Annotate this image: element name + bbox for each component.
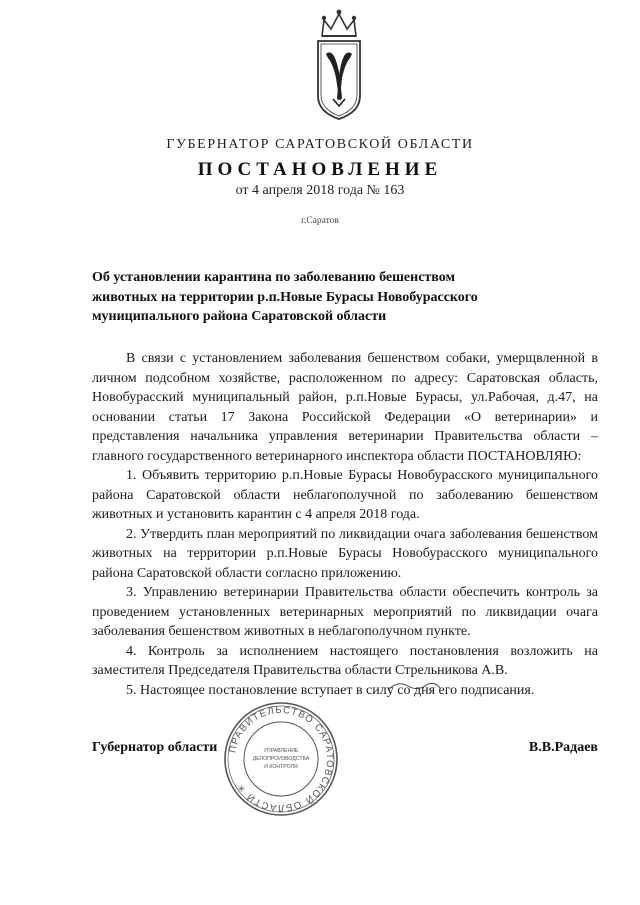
document-body: [92, 349, 598, 700]
resolution-item-3: 3. Управлению ветеринарии Правительства области обеспечить контроль за проведением установленных ветеринарных мероприятий по ликвидации очага заболевания бешенством животных в неблагополучном пункте.: [92, 585, 598, 639]
resolution-item-1: 1. Объявить территорию р.п.Новые Бурасы Новобурасского муниципального района Саратовской области неблагополучной по заболеванию бешенством животных и установить карантин с 4 апреля 2018 года.: [92, 468, 598, 522]
official-seal: [222, 700, 340, 818]
authority-title: ГУБЕРНАТОР САРАТОВСКОЙ ОБЛАСТИ: [166, 137, 474, 152]
signatory-name: В.В.Радаев: [528, 740, 598, 755]
document-subject-title: Об установлении карантина по заболеванию бешенством животных на территории р.п.Новые Бурасы Новобурасского муниципального района Саратовской области: [92, 270, 478, 324]
svg-text:ПРАВИТЕЛЬСТВО САРАТОВСКОЙ ОБЛА: ПРАВИТЕЛЬСТВО САРАТОВСКОЙ ОБЛАСТИ ✳: [227, 704, 336, 814]
resolution-item-2: 2. Утвердить план мероприятий по ликвидации очага заболевания бешенством животных на территории р.п.Новые Бурасы Новобурасского муниципального района Саратовской области согласно приложению.: [92, 526, 598, 581]
document-date-number: от 4 апреля 2018 года № 163: [235, 183, 405, 198]
document-city: г.Саратов: [301, 216, 339, 226]
intro-paragraph: В связи с установлением заболевания бешенством собаки, умерщвленной в личном подсобном хозяйстве, расположенном по адресу: Саратовская область, Новобурасский муниципальный район, р.п.Новые Бурасы, ул.Рабочая, д.47, на основании статьи 17 Закона Российской Федерации «О ветеринарии» и представления начальника управления ветеринарии Правительства области – главного государственного ветеринарного инспектора области ПОСТАНОВЛЯЮ:: [92, 351, 598, 464]
resolution-item-5: 5. Настоящее постановление вступает в силу со дня его подписания.: [126, 682, 535, 698]
svg-text:ДЕЛОПРОИЗВОДСТВА: ДЕЛОПРОИЗВОДСТВА: [252, 756, 310, 762]
signatory-position: Губернатор области: [92, 740, 218, 755]
document-type-heading: ПОСТАНОВЛЕНИЕ: [197, 159, 443, 180]
resolution-item-4: 4. Контроль за исполнением настоящего постановления возложить на заместителя Председателя Правительства области Стрельникова А.В.: [92, 643, 598, 678]
svg-text:И КОНТРОЛЯ: И КОНТРОЛЯ: [264, 764, 298, 770]
svg-text:УПРАВЛЕНИЕ: УПРАВЛЕНИЕ: [263, 748, 299, 754]
handwritten-mark: [384, 676, 444, 696]
saratov-oblast-coat-of-arms-icon: [300, 6, 378, 122]
